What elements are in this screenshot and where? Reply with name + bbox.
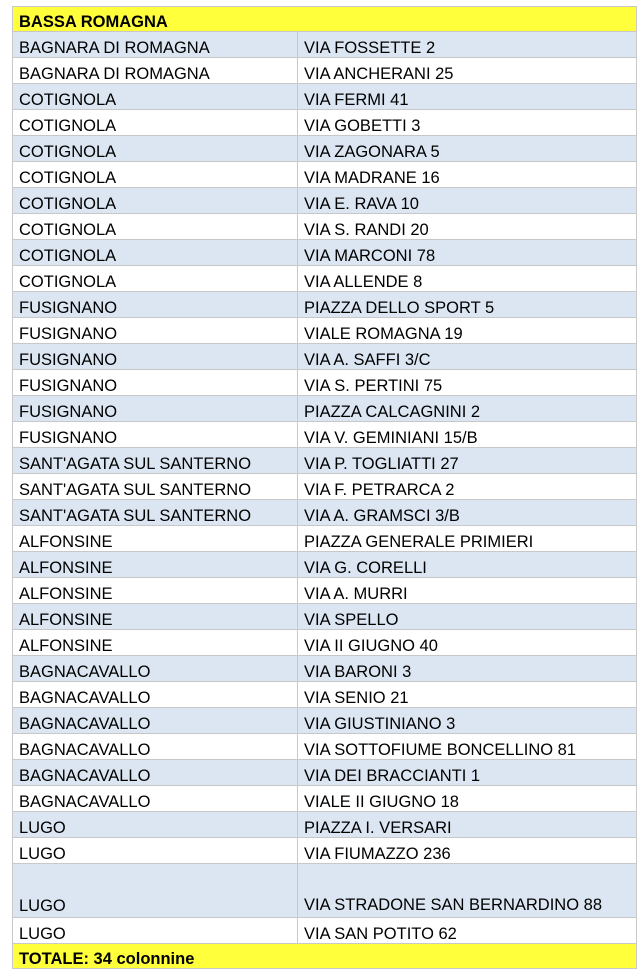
address-cell: VIA BARONI 3 (298, 656, 637, 682)
address-cell: VIA STRADONE SAN BERNARDINO 88 (298, 864, 637, 918)
address-cell: VIA V. GEMINIANI 15/B (298, 422, 637, 448)
table-row (13, 812, 637, 838)
address-cell: VIA ALLENDE 8 (298, 266, 637, 292)
address-cell: VIA ANCHERANI 25 (298, 58, 637, 84)
town-cell: LUGO (13, 812, 298, 838)
town-cell: LUGO (13, 838, 298, 864)
table-row (13, 500, 637, 526)
address-cell: VIA MADRANE 16 (298, 162, 637, 188)
table-row (13, 396, 637, 422)
address-cell: VIA FOSSETTE 2 (298, 32, 637, 58)
address-cell: VIA F. PETRARCA 2 (298, 474, 637, 500)
table-row (13, 578, 637, 604)
town-cell: ALFONSINE (13, 604, 298, 630)
town-cell: FUSIGNANO (13, 344, 298, 370)
address-cell: VIA SPELLO (298, 604, 637, 630)
address-cell: VIA FERMI 41 (298, 84, 637, 110)
total-label: TOTALE: 34 colonnine (13, 944, 637, 969)
table-row (13, 604, 637, 630)
address-cell: PIAZZA DELLO SPORT 5 (298, 292, 637, 318)
charging-stations-table (12, 6, 637, 969)
town-cell: BAGNACAVALLO (13, 786, 298, 812)
table-row (13, 162, 637, 188)
table-row (13, 344, 637, 370)
town-cell: ALFONSINE (13, 630, 298, 656)
table-row (13, 864, 637, 918)
table-row (13, 630, 637, 656)
table-row (13, 448, 637, 474)
address-cell: VIA FIUMAZZO 236 (298, 838, 637, 864)
town-cell: COTIGNOLA (13, 240, 298, 266)
address-cell: VIA II GIUGNO 40 (298, 630, 637, 656)
town-cell: FUSIGNANO (13, 396, 298, 422)
address-cell: PIAZZA GENERALE PRIMIERI (298, 526, 637, 552)
address-cell: VIA A. SAFFI 3/C (298, 344, 637, 370)
address-cell: VIA S. RANDI 20 (298, 214, 637, 240)
table-row (13, 422, 637, 448)
table-row (13, 266, 637, 292)
town-cell: LUGO (13, 918, 298, 944)
town-cell: BAGNARA DI ROMAGNA (13, 58, 298, 84)
town-cell: BAGNACAVALLO (13, 682, 298, 708)
address-cell: VIA A. GRAMSCI 3/B (298, 500, 637, 526)
table-row (13, 552, 637, 578)
address-cell: VIA SENIO 21 (298, 682, 637, 708)
table-row (13, 656, 637, 682)
table-row (13, 214, 637, 240)
table-row (13, 918, 637, 944)
town-cell: FUSIGNANO (13, 318, 298, 344)
town-cell: BAGNACAVALLO (13, 760, 298, 786)
table-row (13, 318, 637, 344)
region-title: BASSA ROMAGNA (13, 7, 637, 32)
town-cell: ALFONSINE (13, 526, 298, 552)
town-cell: BAGNACAVALLO (13, 708, 298, 734)
table-row (13, 734, 637, 760)
town-cell: SANT'AGATA SUL SANTERNO (13, 474, 298, 500)
table-row (13, 838, 637, 864)
address-cell: VIA S. PERTINI 75 (298, 370, 637, 396)
town-cell: ALFONSINE (13, 578, 298, 604)
town-cell: BAGNARA DI ROMAGNA (13, 32, 298, 58)
total-row (13, 944, 637, 969)
table-row (13, 84, 637, 110)
address-cell: PIAZZA I. VERSARI (298, 812, 637, 838)
table-row (13, 760, 637, 786)
town-cell: ALFONSINE (13, 552, 298, 578)
town-cell: FUSIGNANO (13, 292, 298, 318)
table-row (13, 786, 637, 812)
town-cell: SANT'AGATA SUL SANTERNO (13, 448, 298, 474)
address-cell: VIA GIUSTINIANO 3 (298, 708, 637, 734)
table-row (13, 32, 637, 58)
town-cell: COTIGNOLA (13, 136, 298, 162)
town-cell: FUSIGNANO (13, 370, 298, 396)
address-cell: VIALE II GIUGNO 18 (298, 786, 637, 812)
town-cell: SANT'AGATA SUL SANTERNO (13, 500, 298, 526)
table-row (13, 58, 637, 84)
table-row (13, 110, 637, 136)
address-cell: VIALE ROMAGNA 19 (298, 318, 637, 344)
address-cell: PIAZZA CALCAGNINI 2 (298, 396, 637, 422)
address-cell: VIA DEI BRACCIANTI 1 (298, 760, 637, 786)
table-row (13, 526, 637, 552)
town-cell: COTIGNOLA (13, 84, 298, 110)
table-row (13, 474, 637, 500)
table-row (13, 708, 637, 734)
table-row (13, 370, 637, 396)
address-cell: VIA E. RAVA 10 (298, 188, 637, 214)
address-cell: VIA ZAGONARA 5 (298, 136, 637, 162)
address-cell: VIA G. CORELLI (298, 552, 637, 578)
address-cell: VIA GOBETTI 3 (298, 110, 637, 136)
sheet (12, 6, 636, 969)
table-row (13, 136, 637, 162)
header-row (13, 7, 637, 32)
table-row (13, 240, 637, 266)
table-row (13, 292, 637, 318)
address-cell: VIA SAN POTITO 62 (298, 918, 637, 944)
table-row (13, 682, 637, 708)
town-cell: LUGO (13, 864, 298, 918)
table-row (13, 188, 637, 214)
address-cell: VIA P. TOGLIATTI 27 (298, 448, 637, 474)
town-cell: FUSIGNANO (13, 422, 298, 448)
town-cell: COTIGNOLA (13, 110, 298, 136)
town-cell: COTIGNOLA (13, 214, 298, 240)
town-cell: COTIGNOLA (13, 162, 298, 188)
address-cell: VIA MARCONI 78 (298, 240, 637, 266)
address-cell: VIA SOTTOFIUME BONCELLINO 81 (298, 734, 637, 760)
town-cell: COTIGNOLA (13, 188, 298, 214)
town-cell: COTIGNOLA (13, 266, 298, 292)
address-cell: VIA A. MURRI (298, 578, 637, 604)
town-cell: BAGNACAVALLO (13, 734, 298, 760)
town-cell: BAGNACAVALLO (13, 656, 298, 682)
